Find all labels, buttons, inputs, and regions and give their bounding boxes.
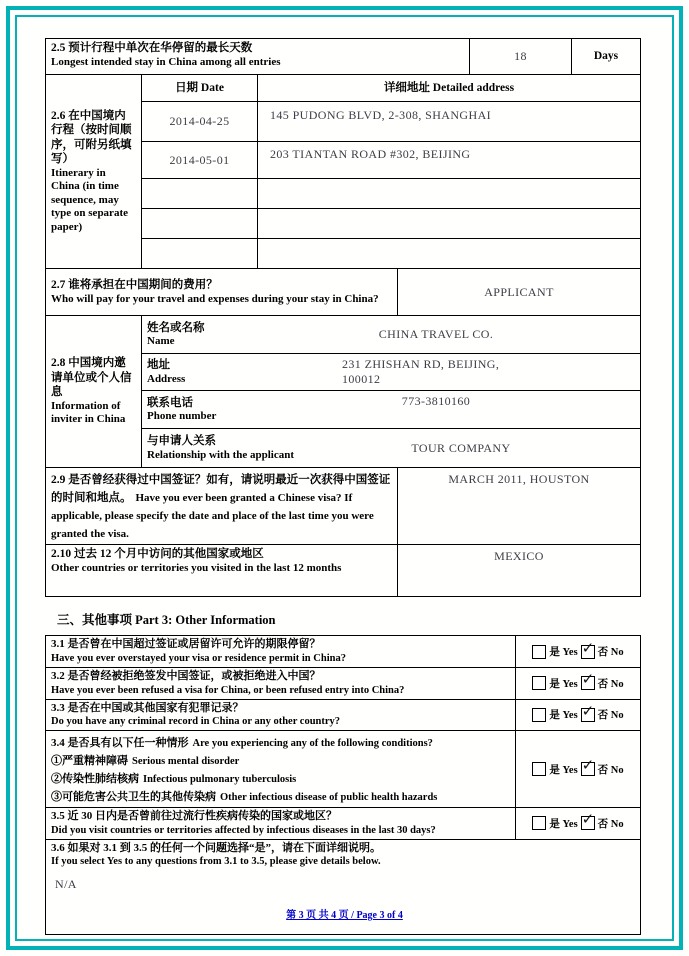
q3-5-no-checkmark: ✓ [581,810,595,829]
itinerary-col-address-header [257,75,640,101]
q3-6-label-en: If you select Yes to any questions from 3.1 to 3.5, please give details below. [51,856,381,867]
q2-8-label [46,316,141,467]
q3-1-yes-checkbox[interactable] [532,645,546,659]
itinerary-date-field-3[interactable] [142,179,257,208]
q2-7-value-field[interactable] [397,269,640,315]
q3-4-no-checkbox[interactable] [581,756,595,776]
q2-9-label [46,468,397,544]
q3-2-label-en: Have you ever been refused a visa for China, or been refused entry into China? [51,684,405,696]
q3-5-no-checkbox[interactable] [581,810,595,830]
q3-4-no-checkmark: ✓ [581,756,595,774]
itinerary-date-field-5[interactable] [142,239,257,268]
q3-1-answer [515,636,640,667]
row-q2-8 [46,315,640,467]
q2-7-label [46,269,397,315]
q3-3-no-checkbox[interactable] [581,701,595,722]
inviter-phone-label-en: Phone number [147,410,217,422]
q3-6-details-field[interactable]: N/A [55,877,77,891]
row-q3-1 [46,636,640,667]
row-q3-4 [46,730,640,807]
itinerary-date-2: 2014-05-01 [169,152,230,167]
inviter-address-value: 231 ZHISHAN RD, BEIJING, 100012 [342,357,500,386]
row-q2-7 [46,268,640,315]
q2-10-value: MEXICO [494,549,544,563]
q3-5-no-label: 否 No [597,818,624,830]
q3-2-no-label: 否 No [597,678,624,690]
q3-4-question-line [51,733,510,751]
row-q2-6 [46,74,640,268]
q3-5-yes-checkbox[interactable] [532,816,546,830]
q2-6-label [46,75,141,268]
itinerary-date-field-4[interactable] [142,209,257,238]
row-q2-10 [46,544,640,596]
inviter-relationship-label-en: Relationship with the applicant [147,448,294,461]
inviter-address-label-en: Address [147,372,186,385]
itinerary-date-field-2[interactable] [142,142,257,178]
q3-1-yes-label: 是 Yes [549,647,578,658]
q3-3-label-en: Do you have any criminal record in China or any other country? [51,716,341,727]
q2-5-value-field[interactable] [469,39,571,74]
part3-table [45,635,641,935]
row-q3-2 [46,667,640,699]
inviter-relationship-label-zh: 与申请人关系 [147,435,216,447]
q3-2-yes-checkbox[interactable] [532,676,546,690]
q2-5-label-en: Longest intended stay in China among all entries [51,55,281,68]
inviter-name-row [142,316,640,353]
itinerary-date-1: 2014-04-25 [169,114,230,128]
q2-6-label-en: Itinerary in China (in time sequence, may type on separate paper) [51,166,128,233]
inviter-name-label-zh: 姓名或名称 [147,321,205,334]
q3-5-answer [515,808,640,839]
row-q2-5 [46,39,640,74]
q3-4-item-1-zh: ①严重精神障碍 [51,755,128,767]
q2-5-unit [571,39,640,74]
itinerary-address-field-3[interactable] [257,179,640,208]
itinerary-address-2: 203 TIANTAN ROAD #302, BEIJING [270,147,471,161]
inviter-phone-row [142,390,640,428]
inviter-fields [141,316,640,467]
itinerary-row-3 [142,178,640,208]
inviter-relationship-row [142,428,640,467]
q3-4-label-zh: 3.4 是否具有以下任一种情形 [51,737,189,749]
q3-4-yes-label: 是 Yes [549,764,578,776]
inviter-phone-label-zh: 联系电话 [147,396,193,409]
q3-4-item-3 [51,787,510,805]
q2-7-label-zh: 2.7 谁将承担在中国期间的费用？ [51,279,218,291]
q3-4-answer [515,731,640,807]
itinerary-address-field-5[interactable] [257,239,640,268]
part2-table [45,38,641,597]
q2-5-label-zh: 2.5 预计行程中单次在华停留的最长天数 [51,42,253,54]
q3-4-yes-checkbox[interactable] [532,762,546,776]
page-number: 第 3 页 共 4 页 / Page 3 of 4 [286,910,403,921]
inviter-relationship-label [142,429,342,467]
inviter-relationship-field[interactable] [342,429,640,467]
q3-4-item-1-en: Serious mental disorder [132,756,240,767]
q3-6-label-zh: 3.6 如果对 3.1 到 3.5 的任何一个问题选择“是”，请在下面详细说明。 [51,841,381,854]
q2-5-unit-label: Days [593,50,619,63]
q2-9-label-zh: 2.9 是否曾经获得过中国签证？如有，请说明最近一次获得中国签证的时间和地点。 [51,474,391,504]
inviter-name-label [142,316,342,353]
q3-4-label-en: Are you experiencing any of the following conditions? [192,738,433,749]
q3-5-label [46,808,515,839]
q3-2-label-zh: 3.2 是否曾经被拒绝签发中国签证，或被拒绝进入中国？ [51,670,321,682]
itinerary-row-5 [142,238,640,268]
q2-7-value: APPLICANT [484,284,554,299]
q3-5-label-en: Did you visit countries or territories affected by infectious diseases in the last 30 days? [51,824,436,836]
q3-2-answer [515,668,640,699]
q3-5-label-zh: 3.5 近 30 日内是否曾前往过流行性疾病传染的国家或地区？ [51,810,337,822]
q3-1-no-label: 否 No [597,647,624,658]
q3-4-item-2-en: Infectious pulmonary tuberculosis [143,774,297,785]
q3-3-label [46,700,515,731]
itinerary-row-1 [142,101,640,141]
inviter-address-label [142,354,342,390]
inviter-address-row [142,353,640,390]
row-q2-9 [46,467,640,544]
q3-1-no-checkbox[interactable] [581,638,595,659]
itinerary-row-4 [142,208,640,238]
inviter-name-value: CHINA TRAVEL CO. [378,327,494,341]
q2-8-label-en: Information of inviter in China [51,399,126,426]
page-footer [0,905,689,923]
inviter-phone-label [142,391,342,428]
q3-2-label [46,668,515,699]
q3-4-item-3-zh: ③可能危害公共卫生的其他传染病 [51,791,216,803]
form-content [45,38,641,935]
inviter-address-field[interactable] [342,354,640,390]
part3-heading: 三、其他事项 Part 3: Other Information [57,613,276,627]
q2-9-label-en: Have you ever been granted a Chinese visa? If applicable, please specify the date and place of the last time you were granted the visa. [51,492,374,540]
q3-2-no-checkmark: ✓ [581,670,595,689]
itinerary-address-1: 145 PUDONG BLVD, 2-308, SHANGHAI [270,108,492,122]
q3-3-label-zh: 3.3 是否在中国或其他国家有犯罪记录？ [51,701,244,714]
q3-4-item-1 [51,751,510,769]
q2-9-value-field[interactable] [397,468,640,544]
itinerary-address-header-label: 详细地址 Detailed address [383,81,515,94]
q3-4-item-2-zh: ②传染性肺结核病 [51,773,139,785]
q3-5-yes-label: 是 Yes [549,818,578,830]
q2-5-label [46,39,469,74]
q3-1-label [46,636,515,667]
itinerary-date-field-1[interactable] [142,102,257,141]
q3-1-label-zh: 3.1 是否曾在中国超过签证或居留许可允许的期限停留？ [51,638,321,651]
itinerary-address-field-4[interactable] [257,209,640,238]
itinerary-date-header-label: 日期 Date [175,81,224,94]
q2-7-label-en: Who will pay for your travel and expenses during your stay in China? [51,292,379,305]
inviter-name-label-en: Name [147,335,175,347]
q3-4-label [46,731,515,807]
q2-9-value: MARCH 2011, HOUSTON [448,472,590,486]
itinerary-col-date-header [142,75,257,101]
inviter-phone-value: 773-3810160 [401,394,471,408]
itinerary-address-field-1[interactable] [257,102,640,141]
itinerary-header-row [142,75,640,101]
q3-3-no-checkmark: ✓ [581,701,595,720]
itinerary-row-2 [142,141,640,178]
q3-1-label-en: Have you ever overstayed your visa or residence permit in China? [51,652,346,664]
q2-5-value: 18 [514,49,527,63]
q2-8-label-zh: 2.8 中国境内邀请单位或个人信息 [51,357,132,399]
q2-10-label [46,545,397,596]
q3-2-yes-label: 是 Yes [549,678,578,690]
inviter-address-label-zh: 地址 [147,359,170,371]
inviter-relationship-value: TOUR COMPANY [411,440,511,455]
q3-4-item-3-en: Other infectious disease of public health hazards [220,792,438,803]
q3-3-no-label: 否 No [597,710,624,722]
q3-3-yes-label: 是 Yes [549,710,578,722]
itinerary-table [141,75,640,268]
q2-10-label-en: Other countries or territories you visited in the last 12 months [51,561,342,574]
q2-10-label-zh: 2.10 过去 12 个月中访问的其他国家或地区 [51,548,264,560]
q3-4-no-label: 否 No [597,764,624,776]
q3-1-no-checkmark: ✓ [581,638,595,657]
q2-10-value-field[interactable] [397,545,640,596]
q3-3-answer [515,700,640,731]
q2-6-label-zh: 2.6 在中国境内行程（按时间顺序，可附另纸填写） [51,109,132,166]
row-q3-5 [46,807,640,839]
q3-2-no-checkbox[interactable] [581,670,595,690]
itinerary-address-field-2[interactable] [257,142,640,178]
inviter-phone-field[interactable] [342,391,640,428]
inviter-name-field[interactable] [342,316,640,353]
row-q3-3 [46,699,640,731]
q3-3-yes-checkbox[interactable] [532,708,546,722]
q3-4-item-2 [51,769,510,787]
